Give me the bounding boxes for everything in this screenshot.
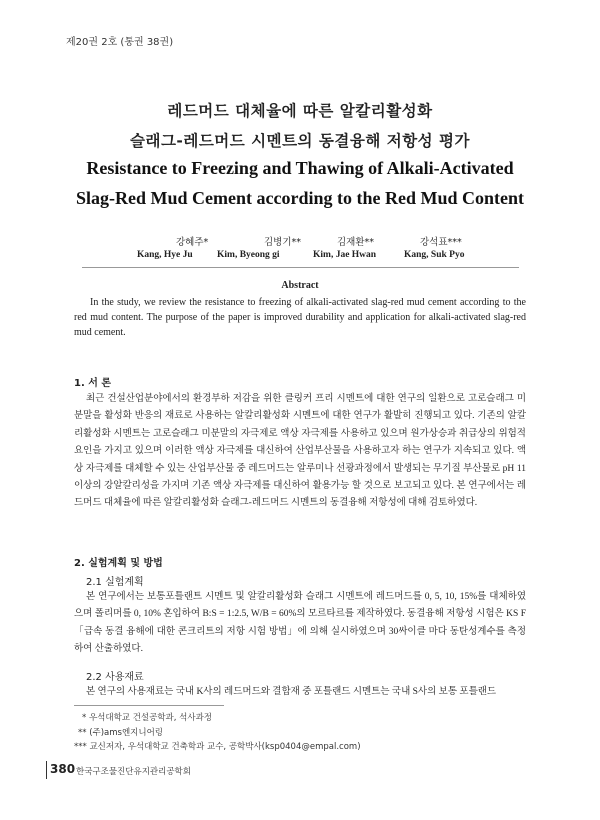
author-name-ko: 김병기** <box>264 237 302 248</box>
author-name-en: Kim, Jae Hwan <box>313 250 377 260</box>
abstract-heading: Abstract <box>281 280 319 291</box>
author-name-en: Kim, Byeong gi <box>217 250 280 260</box>
footnote-divider <box>74 705 224 706</box>
author-name-ko: 강석표*** <box>420 237 462 248</box>
page-number: 380 <box>50 762 76 776</box>
english-title-line-1: Resistance to Freezing and Thawing of Alkali-Activated <box>86 158 514 178</box>
author-name-en: Kang, Hye Ju <box>137 250 193 260</box>
korean-title-line-1: 레드머드 대체율에 따른 알칼리활성화 <box>167 102 433 120</box>
footnote: ** (주)ams엔지니어링 <box>78 728 164 738</box>
section-1-heading: 1. 서 론 <box>74 378 112 389</box>
section-2-1-text: 본 연구에서는 보통포틀랜트 시멘트 및 알칼리활성화 슬래그 시멘트에 레드머드를 0, 5, 10, 15%를 대체하였으며 폴리머를 0, 10% 혼입하여 B:S = 1:2.5, W/B = 60%의 모르타르를 제작하였다. 동결융해 저항성 시험은 KS F 「급속 동결 융해에 대한 콘크리트의 저항 시험 방법」에 의해 실시하였으며 30싸이클 마다 동탄성계수를 측정하여 산출하였다. <box>74 592 526 655</box>
author-name-ko: 김재환** <box>337 237 375 248</box>
author-name-en: Kang, Suk Pyo <box>404 250 465 260</box>
section-2-2-heading: 2.2 사용재료 <box>86 672 144 683</box>
footnote: *** 교신저자, 우석대학교 건축학과 교수, 공학박사(ksp0404@empal.com) <box>74 742 361 752</box>
issue-header: 제20권 2호 (통권 38권) <box>66 37 174 48</box>
section-2-1-heading: 2.1 실험계획 <box>86 577 144 588</box>
korean-title-line-2: 슬래그-레드머드 시멘트의 동결융해 저항성 평가 <box>130 132 470 150</box>
journal-name: 한국구조물진단유지관리공학회 <box>76 767 191 777</box>
abstract-body <box>74 295 526 340</box>
section-1-text: 최근 건설산업분야에서의 환경부하 저감을 위한 클링커 프리 시멘트에 대한 연구의 일환으로 고로슬래그 미분말을 활성화 반응의 재료로 사용하는 알칼리활성화 시멘트에 대한 연구가 활발히 진행되고 있다. 기존의 알칼리활성화 시멘트는 고로슬래그 미분말의 자극제로 액상 자극제를 사용하고 있으며 원가상승과 취급상의 위험적 요인을 가지고 있으며 이러한 액상 자극제를 대신하여 산업부산물을 사용하고자 하는 연구가 지속되고 있다. 액상 자극제를 대체할 수 있는 산업부산물 중 레드머드는 알루미나 선광과정에서 발생되는 무기질 부산물로 pH 11 이상의 강알칼리성을 가지며 기존 액상 자극제를 대신하여 활용가능 할 것으로 보고되고 있다. 본 연구에서는 레드머드 대체율에 따른 알칼리활성화 슬래그-레드머드 시멘트의 동결융해 저항성에 대해 검토하였다. <box>74 394 526 509</box>
section-2-1-body <box>74 589 526 659</box>
title-divider <box>82 267 519 268</box>
footnote: * 우석대학교 건설공학과, 석사과정 <box>82 713 213 723</box>
abstract-text: In the study, we review the resistance to freezing of alkali-activated slag-red mud cement according to the red mud content. The purpose of the paper is improved durability and application for alkali-activated slag-red mud cement. <box>74 297 526 338</box>
section-2-2-body <box>74 684 526 702</box>
section-2-heading: 2. 실험계획 및 방법 <box>74 558 163 569</box>
footer-divider <box>46 761 47 779</box>
section-2-2-text: 본 연구의 사용재료는 국내 K사의 레드머드와 결합재 중 포틀랜드 시멘트는 국내 S사의 보통 포틀랜드 <box>86 687 497 697</box>
author-name-ko: 강혜주* <box>176 237 209 248</box>
section-1-body <box>74 391 526 513</box>
english-title-line-2: Slag-Red Mud Cement according to the Red Mud Content <box>76 188 524 208</box>
